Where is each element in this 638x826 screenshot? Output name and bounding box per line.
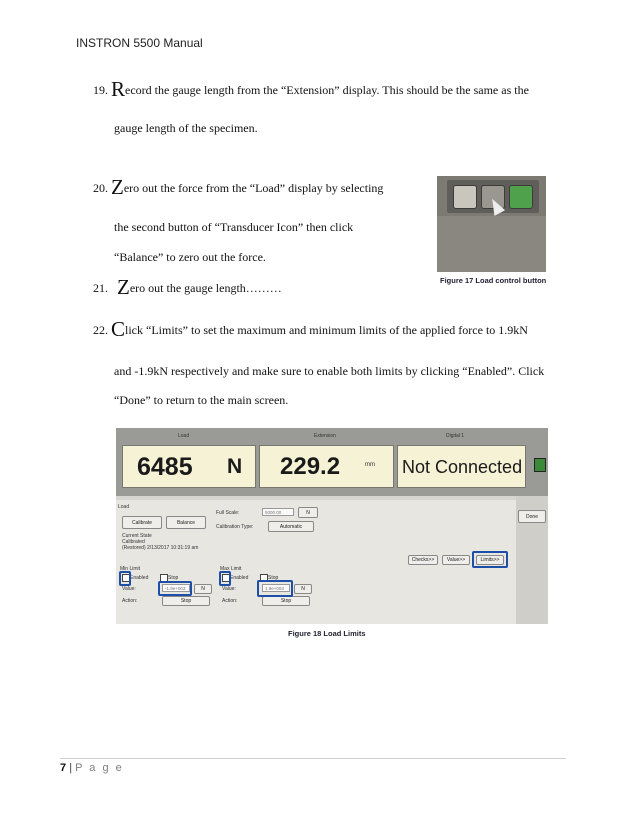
step-number: 19. — [93, 83, 108, 97]
extension-display — [259, 445, 394, 488]
limits-button[interactable]: Limits>> — [476, 555, 504, 565]
calibrate-button[interactable]: Calibrate — [122, 516, 162, 529]
extension-display-label: Extension — [314, 433, 336, 439]
min-action-label: Action: — [122, 598, 138, 604]
max-action-select[interactable]: Stop — [262, 596, 310, 606]
full-scale-field[interactable]: 5000.00 — [262, 508, 294, 516]
footer-rule — [60, 758, 566, 759]
load-value: 6485 — [137, 453, 193, 481]
right-sidebar — [516, 496, 548, 624]
highlight-min-value — [158, 581, 192, 596]
min-stop-label: Stop — [168, 575, 179, 581]
full-scale-label: Full Scale: — [216, 510, 240, 516]
max-stop-label: Stop — [268, 575, 279, 581]
figure-17-photo — [437, 176, 546, 272]
min-action-select[interactable]: Stop — [162, 596, 210, 606]
step-text: lick “Limits” to set the maximum and minimum limits of the applied force to 1.9kN — [125, 323, 528, 337]
highlight-max-value — [257, 580, 293, 597]
calibration-type-select[interactable]: Automatic — [268, 521, 314, 532]
page-number: 7 — [60, 762, 67, 774]
screen-background — [437, 216, 546, 272]
step-19-line-2: gauge length of the specimen. — [114, 121, 258, 135]
status-text: Not Connected — [402, 457, 523, 477]
step-19 — [93, 77, 529, 101]
step-initial: Z — [111, 175, 124, 199]
max-action-label: Action: — [222, 598, 238, 604]
calibration-type-label: Calibration Type: — [216, 524, 254, 530]
transducer-icon — [453, 185, 477, 209]
extension-value: 229.2 — [280, 453, 341, 480]
load-settings-panel — [116, 500, 516, 624]
max-value-field[interactable]: 1.9e+003 — [262, 584, 290, 592]
current-state-timestamp: (Restored) 2/13/2017 10:31:19 am — [122, 545, 199, 551]
load-unit: N — [227, 455, 243, 478]
min-limit-label: Min Limit — [120, 566, 141, 572]
step-initial: C — [111, 317, 126, 341]
max-value-label: Value: — [222, 586, 236, 592]
side-grid-icon[interactable] — [534, 458, 546, 472]
balance-button[interactable]: Balance — [166, 516, 206, 529]
page-footer — [60, 762, 124, 774]
highlight-min-enabled — [119, 571, 131, 586]
step-initial: R — [111, 77, 126, 101]
step-initial: Z — [117, 275, 130, 299]
step-number: 21. — [93, 281, 108, 295]
max-enabled-label: Enabled — [230, 575, 249, 581]
step-22-line-3: “Done” to return to the main screen. — [114, 393, 289, 407]
min-value-field[interactable]: -1.9e+003 — [162, 584, 190, 592]
figure-18-photo — [116, 428, 548, 624]
load-display — [122, 445, 256, 488]
step-22 — [93, 317, 528, 341]
max-limit-label: Max Limit — [220, 566, 242, 572]
done-button[interactable]: Done — [518, 510, 546, 523]
figure-17-caption: Figure 17 Load control button — [440, 276, 547, 285]
load-display-label: Load — [178, 433, 190, 439]
current-state-value: Calibrated — [122, 539, 145, 545]
extension-control-icon — [509, 185, 533, 209]
page-header: INSTRON 5500 Manual — [76, 36, 203, 50]
panel-title: Load — [118, 504, 130, 510]
step-22-line-2: and -1.9kN respectively and make sure to enable both limits by clicking “Enabled”. Click — [114, 364, 545, 378]
figure-18-caption: Figure 18 Load Limits — [288, 629, 366, 638]
step-text: ero out the gauge length……… — [129, 281, 282, 295]
step-21 — [93, 275, 282, 299]
checks-button[interactable]: Checks>> — [408, 555, 438, 565]
step-number: 22. — [93, 323, 108, 337]
extension-unit: mm — [365, 462, 375, 468]
step-text: ero out the force from the “Load” display by selecting — [123, 181, 384, 195]
page-word: P a g e — [75, 762, 124, 774]
min-value-label: Value: — [122, 586, 136, 592]
min-unit-select[interactable]: N — [194, 584, 212, 594]
highlight-max-enabled — [219, 571, 231, 586]
full-scale-unit-select[interactable]: N — [298, 507, 318, 518]
status-display — [397, 445, 526, 488]
footer-separator: | — [69, 762, 73, 774]
highlight-limits-button — [472, 551, 508, 568]
step-20-line-2: the second button of “Transducer Icon” then click — [114, 220, 354, 234]
max-unit-select[interactable]: N — [294, 584, 312, 594]
current-state-label: Current State — [122, 533, 152, 539]
step-20-line-3: “Balance” to zero out the force. — [114, 250, 266, 264]
third-display-label: Digital 1 — [446, 433, 465, 439]
step-20 — [93, 175, 384, 199]
min-enabled-label: Enabled — [130, 575, 149, 581]
values-button[interactable]: Value>> — [442, 555, 470, 565]
step-number: 20. — [93, 181, 108, 195]
step-text: ecord the gauge length from the “Extension” display. This should be the same as the — [125, 83, 529, 97]
